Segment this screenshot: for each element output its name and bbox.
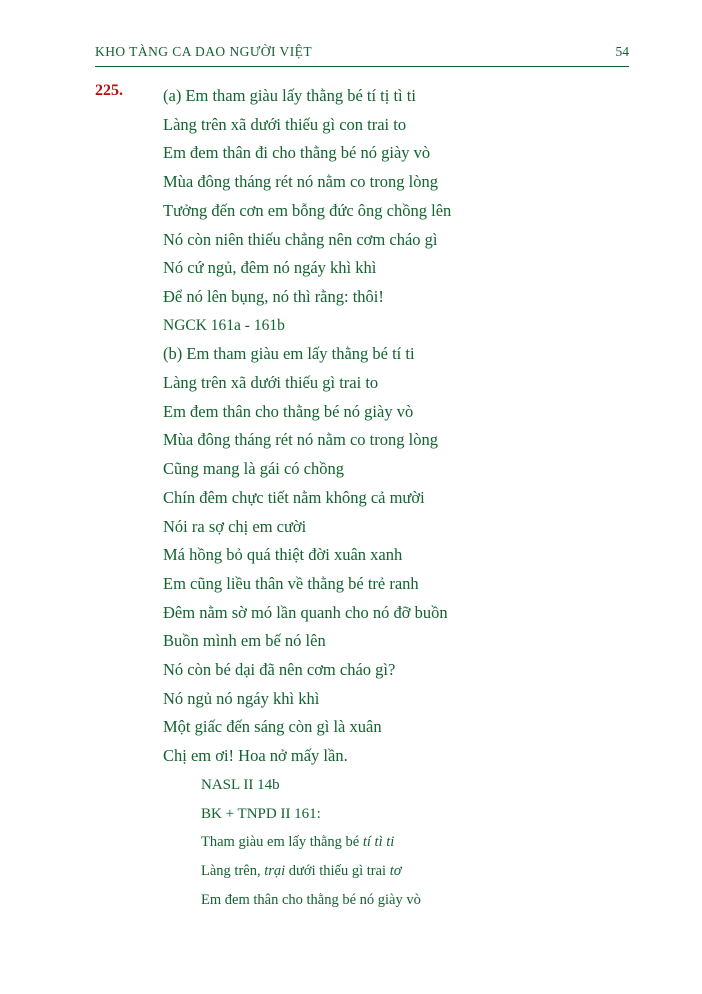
- page-body: [95, 82, 635, 914]
- verse-line: Chị em ơi! Hoa nở mấy lần.: [163, 746, 348, 766]
- variant-text-tail: dưới thiếu gì trai: [285, 862, 390, 879]
- verse-line: Em đem thân cho thằng bé nó giày vò: [163, 401, 414, 421]
- verse-line: Một giấc đến sáng còn gì là xuân: [163, 717, 382, 737]
- verse-line: Nó ngủ nó ngáy khì khì: [163, 688, 320, 708]
- verse-line: Má hồng bỏ quá thiệt đời xuân xanh: [163, 545, 403, 565]
- verse-line: Cũng mang là gái có chồng: [163, 459, 345, 479]
- page-header: [95, 44, 629, 60]
- source-reference: NGCK 161a - 161b: [163, 316, 285, 334]
- verse-line: Mùa đông tháng rét nó nằm co trong lòng: [163, 172, 438, 192]
- header-divider: [95, 66, 629, 67]
- verse-line: (a) Em tham giàu lấy thằng bé tí tị tì ti: [163, 86, 416, 105]
- verse-line: Nó cứ ngủ, đêm nó ngáy khì khì: [163, 258, 377, 278]
- verse-line: Nói ra sợ chị em cười: [163, 516, 307, 536]
- variant-text: Tham giàu em lấy thằng bé: [201, 834, 363, 851]
- verse-line: Để nó lên bụng, nó thì rằng: thôi!: [163, 286, 384, 306]
- song-entry: [95, 82, 635, 914]
- variant-emphasis: tí tì ti: [362, 834, 395, 851]
- variant-verse-line: Em đem thân cho thằng bé nó giày vò: [201, 891, 421, 908]
- variant-text: Làng trên,: [201, 862, 265, 879]
- entry-number: 225.: [95, 82, 123, 99]
- verse-line: Nó còn bé dại đã nên cơm cháo gì?: [163, 660, 396, 680]
- book-running-title: KHO TÀNG CA DAO NGƯỜI VIỆT: [95, 44, 313, 59]
- verse-line: Mùa đông tháng rét nó nằm co trong lòng: [163, 430, 438, 450]
- variant-emphasis: tơ: [389, 862, 402, 879]
- source-reference: BK + TNPD II 161:: [201, 805, 321, 822]
- verse-line: Đêm nằm sờ mó lần quanh cho nó đỡ buồn: [163, 602, 448, 622]
- entry-lines: [163, 82, 635, 914]
- verse-line: Buồn mình em bế nó lên: [163, 631, 326, 651]
- verse-line: Nó còn niên thiếu chẳng nên cơm cháo gì: [163, 229, 438, 249]
- variant-verse-line: [201, 828, 635, 857]
- variant-verse-line: [201, 857, 635, 886]
- page-number: 54: [615, 44, 629, 59]
- verse-line: Làng trên xã dưới thiếu gì con trai to: [163, 114, 407, 134]
- source-reference: NASL II 14b: [201, 776, 280, 793]
- variant-emphasis: trại: [264, 862, 286, 879]
- verse-line: (b) Em tham giàu em lấy thằng bé tí ti: [163, 344, 415, 364]
- verse-line: Em đem thân đi cho thằng bé nó giày vò: [163, 143, 431, 163]
- verse-line: Em cũng liều thân về thằng bé trẻ ranh: [163, 573, 419, 593]
- verse-line: Chín đêm chực tiết nằm không cả mười: [163, 487, 425, 507]
- verse-line: Làng trên xã dưới thiếu gì trai to: [163, 373, 379, 393]
- verse-line: Tưởng đến cơn em bỗng đức ông chồng lên: [163, 200, 452, 220]
